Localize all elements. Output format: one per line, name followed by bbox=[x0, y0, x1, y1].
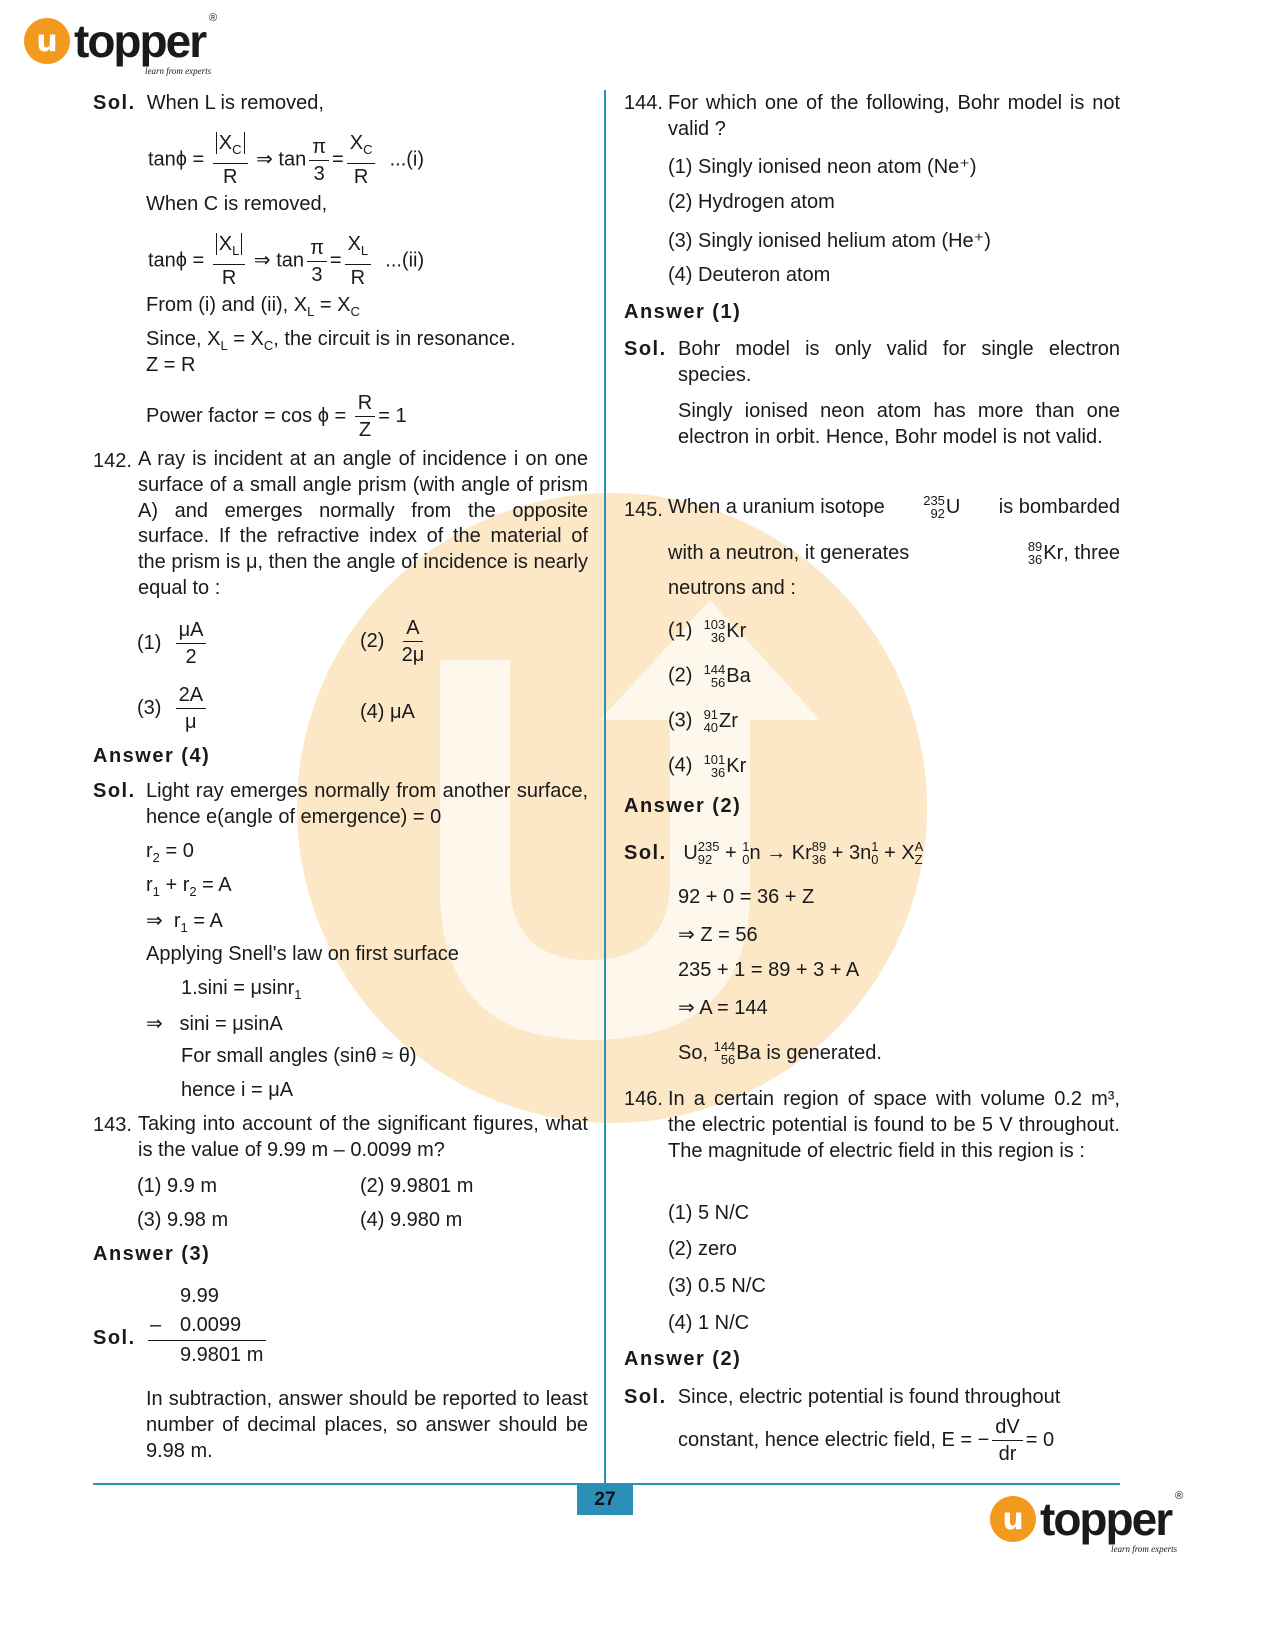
q143-number: 143. bbox=[93, 1114, 132, 1136]
q145-eq4: ⇒ A = 144 bbox=[678, 997, 768, 1019]
q145-eq2: ⇒ Z = 56 bbox=[678, 924, 758, 946]
q142-step7: For small angles (sinθ ≈ θ) bbox=[181, 1045, 417, 1067]
footer-registered-mark: ® bbox=[1175, 1490, 1184, 1502]
q146-option4: (4) 1 N/C bbox=[668, 1312, 750, 1334]
eq1-ref: ...(i) bbox=[389, 148, 425, 171]
q144-option4: (4) Deuteron atom bbox=[668, 264, 831, 286]
q142-step1: $r_2 = 0$ bbox=[146, 840, 194, 865]
q145-option3: (3) 91 40 Zr bbox=[668, 707, 738, 735]
q146-option1: (1) 5 N/C bbox=[668, 1202, 750, 1224]
krypton-89: 89 36 Kr , three bbox=[1027, 539, 1120, 567]
subtraction-minus: – bbox=[150, 1314, 162, 1336]
q142-number: 142. bbox=[93, 450, 132, 472]
q142-step5: 1.sini = μsinr$_1$ bbox=[181, 977, 302, 1002]
q142-option4: (4) μA bbox=[360, 701, 415, 723]
q145-line3: neutrons and : bbox=[668, 577, 796, 599]
q145-reaction: Sol. U 235 92 + 1 0 n → Kr 89 36 + 3n 1 0 + X A Z bbox=[624, 839, 924, 867]
q145-eq1: 92 + 0 = 36 + Z bbox=[678, 886, 815, 908]
q145-number: 145. bbox=[624, 499, 663, 521]
q142-option1: (1) $\frac{\mu A}{2}$ bbox=[137, 617, 209, 670]
subtraction-result: 9.9801 m bbox=[180, 1344, 264, 1366]
eq2-ref: ...(ii) bbox=[385, 249, 425, 272]
q142-step8: hence i = μA bbox=[181, 1079, 294, 1101]
q145-line2: with a neutron, it generates 89 36 Kr , three bbox=[668, 539, 1120, 567]
q142-step2: $r_1 + r_2 = A$ bbox=[146, 874, 232, 899]
brand-name: topper bbox=[74, 15, 206, 67]
equation-2: tanϕ = $\frac{X_L}{R}$ ⇒ tan $\frac{\pi}{3}$ = $\frac{X_L}{R}$ ...(ii) bbox=[148, 233, 425, 289]
q146-answer: Answer (2) bbox=[624, 1348, 742, 1370]
registered-mark: ® bbox=[209, 12, 218, 24]
q143-option4: (4) 9.980 m bbox=[360, 1209, 463, 1231]
q145-answer: Answer (2) bbox=[624, 795, 742, 817]
q142-step6: ⇒ sini = μsinA bbox=[146, 1013, 283, 1035]
q143-option1: (1) 9.9 m bbox=[137, 1175, 218, 1197]
q144-option3: (3) Singly ionised helium atom (He⁺) bbox=[668, 230, 991, 252]
q144-sol-label: Sol. bbox=[624, 338, 667, 360]
q144-text: For which one of the following, Bohr model is not valid ? bbox=[668, 92, 1120, 140]
q144-number: 144. bbox=[624, 92, 663, 114]
q142-sol-label: Sol. bbox=[93, 780, 136, 802]
equation-1: tanϕ = $\frac{X_C}{R}$ ⇒ tan $\frac{\pi}{3}$ = $\frac{X_C}{R}$ ...(i) bbox=[148, 132, 425, 188]
footer-logo bbox=[990, 1490, 1184, 1554]
logo-u-icon: u bbox=[24, 18, 70, 64]
q146-sol-line1: Sol. Since, electric potential is found throughout bbox=[624, 1386, 1061, 1408]
q142-answer: Answer (4) bbox=[93, 745, 211, 767]
q144-option2: (2) Hydrogen atom bbox=[668, 191, 835, 213]
q145-option2: (2) 144 56 Ba bbox=[668, 662, 751, 690]
q142-text: A ray is incident at an angle of incidence i on one surface of a small angle prism (with angle of prism A) and emerges normally from the opposite surface. If the refractive index of the material of the prism is μ, then the angle of incidence is nearly equal to : bbox=[138, 448, 588, 599]
footer-logo-u-icon: u bbox=[990, 1496, 1036, 1542]
footer-brand-tagline: learn from experts bbox=[1110, 1544, 1178, 1554]
q143-explanation: In subtraction, answer should be reported to least number of decimal places, so answer should be 9.98 m. bbox=[146, 1388, 588, 1462]
sol141-line3: From (i) and (ii), $X_L = X_C$ bbox=[146, 294, 360, 319]
footer-brand-name: topper bbox=[1040, 1493, 1172, 1545]
q145-eq3: 235 + 1 = 89 + 3 + A bbox=[678, 959, 860, 981]
brand-logo bbox=[24, 12, 218, 76]
uranium-235: 235 92 U bbox=[923, 493, 961, 521]
q146-text: In a certain region of space with volume 0.2 m³, the electric potential is found to be 5 V throughout. The magnitude of electric field in this region is : bbox=[668, 1088, 1120, 1162]
sol141-line4: Since, $X_L = X_C$, the circuit is in resonance. bbox=[146, 328, 516, 353]
q144-answer: Answer (1) bbox=[624, 301, 742, 323]
q144-sol2: Singly ionised neon atom has more than one electron in orbit. Hence, Bohr model is not valid. bbox=[678, 400, 1120, 448]
q143-option3: (3) 9.98 m bbox=[137, 1209, 229, 1231]
q145-option4: (4) 101 36 Kr bbox=[668, 752, 747, 780]
subtraction-bottom: 0.0099 bbox=[180, 1314, 242, 1336]
q142-option2: (2) $\frac{A}{2\mu}$ bbox=[360, 617, 425, 666]
q145-conclusion: So, 144 56 Ba is generated. bbox=[678, 1039, 882, 1067]
q145-line1: When a uranium isotope 235 92 U is bombarded bbox=[668, 493, 1120, 521]
q146-sol-line2: constant, hence electric field, E = − $\frac{dV}{dr}$ = 0 bbox=[678, 1416, 1055, 1465]
subtraction-top: 9.99 bbox=[180, 1285, 219, 1307]
subtraction-rule bbox=[148, 1340, 266, 1341]
page-number: 27 bbox=[577, 1485, 633, 1515]
q142-step4: Applying Snell's law on first surface bbox=[146, 943, 459, 965]
q146-option2: (2) zero bbox=[668, 1238, 737, 1260]
q146-number: 146. bbox=[624, 1088, 663, 1110]
q145-option1: (1) 103 36 Kr bbox=[668, 617, 747, 645]
sol141-line1: Sol. When L is removed, bbox=[93, 92, 324, 114]
q142-sol-text: Light ray emerges normally from another surface, hence e(angle of emergence) = 0 bbox=[146, 780, 588, 828]
q143-answer: Answer (3) bbox=[93, 1243, 211, 1265]
q146-option3: (3) 0.5 N/C bbox=[668, 1275, 766, 1297]
q144-option1: (1) Singly ionised neon atom (Ne⁺) bbox=[668, 156, 977, 178]
brand-tagline: learn from experts bbox=[144, 66, 212, 76]
sol141-line5: Z = R bbox=[146, 354, 196, 376]
power-factor: Power factor = cos ϕ = $\frac{R}{Z}$ = 1 bbox=[146, 392, 407, 441]
q142-option3: (3) $\frac{2A}{\mu}$ bbox=[137, 682, 209, 735]
q143-text: Taking into account of the significant figures, what is the value of 9.99 m – 0.0099 m? bbox=[138, 1113, 588, 1161]
sol141-line2: When C is removed, bbox=[146, 193, 328, 215]
q144-sol1: Bohr model is only valid for single electron species. bbox=[678, 338, 1120, 386]
q143-option2: (2) 9.9801 m bbox=[360, 1175, 474, 1197]
column-divider bbox=[604, 90, 606, 1492]
q143-sol-label: Sol. bbox=[93, 1327, 136, 1349]
q142-step3: ⇒ $r_1 = A$ bbox=[146, 910, 223, 935]
